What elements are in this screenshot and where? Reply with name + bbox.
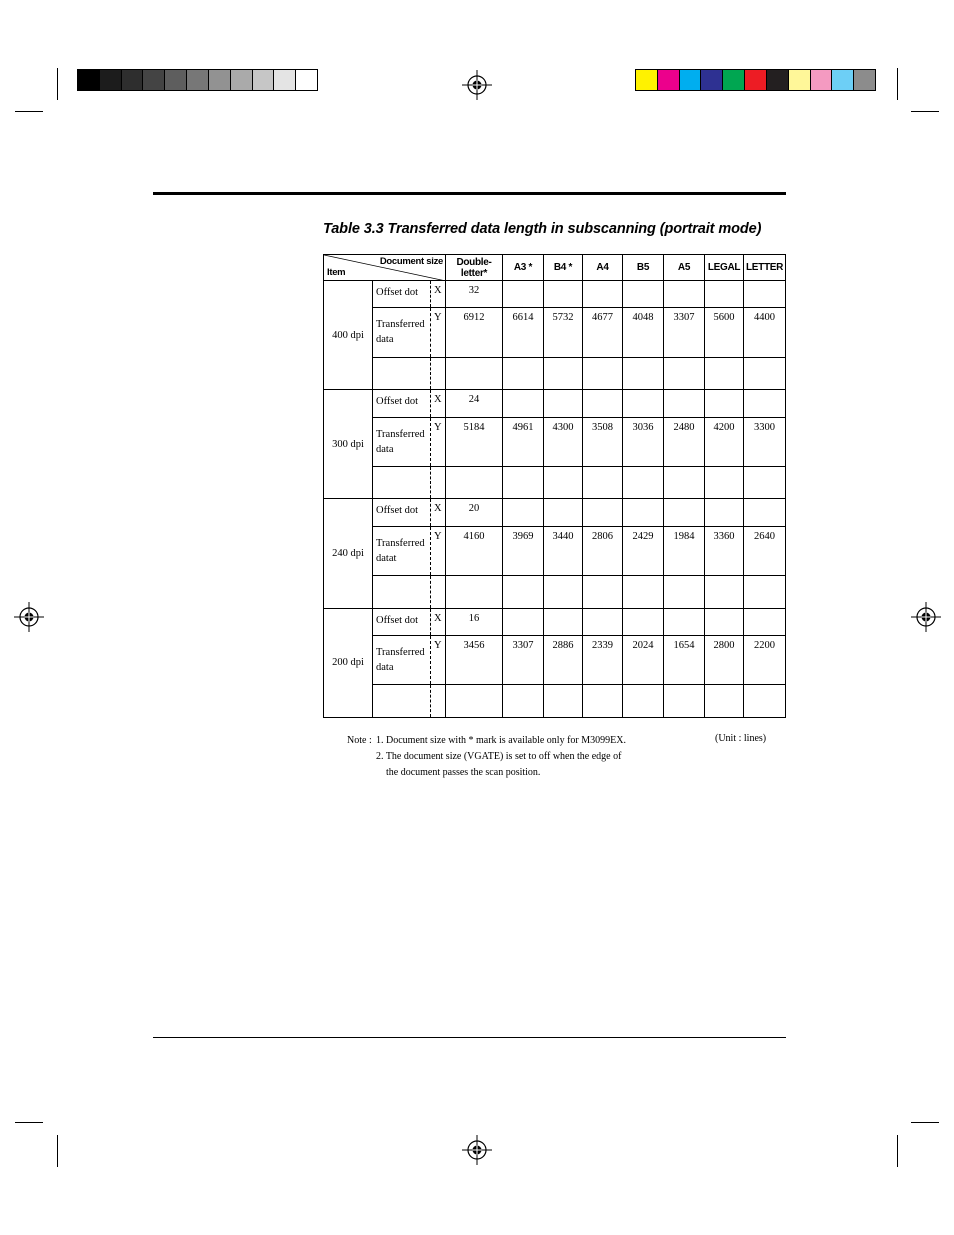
color-swatch	[701, 70, 723, 90]
empty-cell	[744, 466, 786, 499]
data-value: 3307	[664, 308, 705, 357]
registration-mark-icon	[14, 602, 44, 632]
color-swatch	[78, 70, 100, 90]
transferred-row	[324, 526, 786, 575]
data-value: 2024	[623, 636, 664, 685]
axis-x-label: X	[431, 281, 446, 308]
color-swatch	[122, 70, 144, 90]
data-value: 2886	[544, 636, 583, 685]
empty-cell	[373, 685, 431, 718]
empty-cell	[373, 357, 431, 390]
registration-mark-icon	[462, 1135, 492, 1165]
empty-cell	[623, 281, 664, 308]
empty-cell	[623, 466, 664, 499]
empty-cell	[446, 685, 503, 718]
empty-cell	[446, 357, 503, 390]
empty-cell	[705, 685, 744, 718]
empty-cell	[664, 390, 705, 417]
dpi-cell: 200 dpi	[324, 608, 373, 717]
empty-cell	[544, 608, 583, 635]
crop-mark	[57, 68, 58, 100]
data-value: 4961	[503, 417, 544, 466]
empty-cell	[544, 281, 583, 308]
data-value: 6614	[503, 308, 544, 357]
empty-cell	[705, 466, 744, 499]
data-value: 3036	[623, 417, 664, 466]
bottom-rule	[153, 1037, 786, 1038]
empty-cell	[705, 608, 744, 635]
unit-label: (Unit : lines)	[715, 733, 767, 744]
transferred-label-line: data	[376, 334, 394, 346]
diagonal-header-cell	[324, 255, 446, 281]
empty-cell	[744, 281, 786, 308]
color-swatch	[811, 70, 833, 90]
empty-cell	[705, 281, 744, 308]
table-caption: Table 3.3 Transferred data length in subscanning (portrait mode)	[323, 221, 762, 237]
axis-y-label: Y	[431, 636, 446, 685]
dpi-cell: 240 dpi	[324, 499, 373, 608]
offset-row	[324, 390, 786, 417]
empty-cell	[583, 357, 623, 390]
gray-swatch-bar	[77, 69, 318, 91]
top-rule	[153, 192, 786, 195]
transferred-label	[373, 526, 431, 575]
empty-cell	[544, 466, 583, 499]
empty-cell	[623, 499, 664, 526]
axis-y-label: Y	[431, 308, 446, 357]
empty-cell	[503, 685, 544, 718]
empty-cell	[544, 499, 583, 526]
empty-cell	[664, 499, 705, 526]
offset-label: Offset dot	[373, 608, 431, 635]
data-value: 3440	[544, 526, 583, 575]
column-header: LEGAL	[705, 255, 744, 281]
data-value: 2200	[744, 636, 786, 685]
empty-cell	[431, 466, 446, 499]
empty-cell	[744, 685, 786, 718]
empty-cell	[583, 576, 623, 609]
axis-x-label: X	[431, 608, 446, 635]
data-value: 3360	[705, 526, 744, 575]
color-swatch	[296, 70, 317, 90]
offset-row	[324, 281, 786, 308]
color-swatch	[143, 70, 165, 90]
crop-mark	[15, 1122, 43, 1123]
empty-cell	[583, 281, 623, 308]
color-swatch	[789, 70, 811, 90]
column-header: Double-letter*	[446, 255, 503, 281]
axis-x-label: X	[431, 499, 446, 526]
data-value: 3456	[446, 636, 503, 685]
registration-mark-icon	[911, 602, 941, 632]
data-value: 4048	[623, 308, 664, 357]
transferred-label-line: Transferred	[376, 319, 425, 331]
empty-cell	[583, 466, 623, 499]
axis-y-label: Y	[431, 526, 446, 575]
data-value: 3307	[503, 636, 544, 685]
transferred-label-line: datat	[376, 552, 397, 564]
offset-row	[324, 608, 786, 635]
note-line-1: 1. Document size with * mark is available only for M3099EX.	[376, 735, 626, 746]
color-swatch	[636, 70, 658, 90]
crop-mark	[911, 1122, 939, 1123]
empty-cell	[744, 357, 786, 390]
empty-cell	[744, 608, 786, 635]
data-value: 6912	[446, 308, 503, 357]
color-swatch	[274, 70, 296, 90]
empty-cell	[373, 576, 431, 609]
blank-row	[324, 685, 786, 718]
offset-label: Offset dot	[373, 281, 431, 308]
color-swatch	[854, 70, 875, 90]
empty-cell	[544, 390, 583, 417]
empty-cell	[373, 466, 431, 499]
empty-cell	[583, 390, 623, 417]
data-value: 1654	[664, 636, 705, 685]
blank-row	[324, 576, 786, 609]
column-header: LETTER	[744, 255, 786, 281]
transferred-label	[373, 636, 431, 685]
empty-cell	[544, 357, 583, 390]
transferred-label	[373, 417, 431, 466]
empty-cell	[503, 390, 544, 417]
empty-cell	[705, 576, 744, 609]
data-value: 3969	[503, 526, 544, 575]
column-header: B4 *	[544, 255, 583, 281]
note-line-3: the document passes the scan position.	[386, 767, 541, 778]
empty-cell	[503, 466, 544, 499]
column-header: A3 *	[503, 255, 544, 281]
empty-cell	[583, 685, 623, 718]
item-label: Item	[327, 267, 346, 278]
empty-cell	[544, 685, 583, 718]
empty-cell	[623, 390, 664, 417]
data-value: 2640	[744, 526, 786, 575]
color-swatch	[209, 70, 231, 90]
empty-cell	[744, 390, 786, 417]
empty-cell	[705, 499, 744, 526]
empty-cell	[744, 499, 786, 526]
empty-cell	[664, 466, 705, 499]
data-value: 5600	[705, 308, 744, 357]
empty-cell	[544, 576, 583, 609]
empty-cell	[705, 357, 744, 390]
color-swatch-bar	[635, 69, 876, 91]
empty-cell	[705, 390, 744, 417]
empty-cell	[503, 608, 544, 635]
color-swatch	[253, 70, 275, 90]
transferred-row	[324, 308, 786, 357]
transferred-row	[324, 417, 786, 466]
data-value: 2800	[705, 636, 744, 685]
color-swatch	[723, 70, 745, 90]
data-value: 4400	[744, 308, 786, 357]
data-value: 1984	[664, 526, 705, 575]
transferred-label-line: Transferred	[376, 537, 425, 549]
empty-cell	[664, 281, 705, 308]
data-table	[323, 254, 786, 718]
data-value: 2339	[583, 636, 623, 685]
data-value: 5184	[446, 417, 503, 466]
transferred-label-line: Transferred	[376, 428, 425, 440]
blank-row	[324, 466, 786, 499]
empty-cell	[503, 576, 544, 609]
offset-value: 24	[446, 390, 503, 417]
offset-value: 32	[446, 281, 503, 308]
header-row	[324, 255, 786, 281]
empty-cell	[744, 576, 786, 609]
column-header: A4	[583, 255, 623, 281]
column-header: A5	[664, 255, 705, 281]
data-value: 3508	[583, 417, 623, 466]
blank-row	[324, 357, 786, 390]
crop-mark	[897, 1135, 898, 1167]
transferred-row	[324, 636, 786, 685]
data-value: 4200	[705, 417, 744, 466]
axis-x-label: X	[431, 390, 446, 417]
empty-cell	[623, 357, 664, 390]
axis-y-label: Y	[431, 417, 446, 466]
transferred-label-line: data	[376, 662, 394, 674]
color-swatch	[832, 70, 854, 90]
empty-cell	[583, 608, 623, 635]
data-value: 4160	[446, 526, 503, 575]
transferred-label-line: data	[376, 443, 394, 455]
document-size-label: Document size	[379, 256, 444, 267]
crop-mark	[15, 111, 43, 112]
crop-mark	[897, 68, 898, 100]
empty-cell	[431, 685, 446, 718]
transferred-label	[373, 308, 431, 357]
empty-cell	[623, 608, 664, 635]
empty-cell	[664, 357, 705, 390]
empty-cell	[664, 608, 705, 635]
empty-cell	[503, 281, 544, 308]
empty-cell	[446, 466, 503, 499]
column-header: B5	[623, 255, 664, 281]
crop-mark	[57, 1135, 58, 1167]
color-swatch	[187, 70, 209, 90]
color-swatch	[680, 70, 702, 90]
registration-mark-icon	[462, 70, 492, 100]
empty-cell	[446, 576, 503, 609]
empty-cell	[583, 499, 623, 526]
empty-cell	[431, 576, 446, 609]
data-value: 5732	[544, 308, 583, 357]
offset-label: Offset dot	[373, 499, 431, 526]
data-value: 4677	[583, 308, 623, 357]
data-value: 4300	[544, 417, 583, 466]
color-swatch	[100, 70, 122, 90]
color-swatch	[658, 70, 680, 90]
data-value: 3300	[744, 417, 786, 466]
empty-cell	[623, 576, 664, 609]
dpi-cell: 400 dpi	[324, 281, 373, 390]
offset-row	[324, 499, 786, 526]
empty-cell	[664, 576, 705, 609]
data-value: 2429	[623, 526, 664, 575]
data-value: 2480	[664, 417, 705, 466]
empty-cell	[503, 499, 544, 526]
empty-cell	[503, 357, 544, 390]
empty-cell	[623, 685, 664, 718]
transferred-label-line: Transferred	[376, 647, 425, 659]
note-line-2: 2. The document size (VGATE) is set to off when the edge of	[376, 751, 622, 762]
color-swatch	[767, 70, 789, 90]
color-swatch	[745, 70, 767, 90]
crop-mark	[911, 111, 939, 112]
dpi-cell: 300 dpi	[324, 390, 373, 499]
empty-cell	[431, 357, 446, 390]
empty-cell	[664, 685, 705, 718]
note-prefix: Note :	[347, 735, 372, 746]
data-value: 2806	[583, 526, 623, 575]
color-swatch	[231, 70, 253, 90]
offset-value: 20	[446, 499, 503, 526]
offset-label: Offset dot	[373, 390, 431, 417]
color-swatch	[165, 70, 187, 90]
offset-value: 16	[446, 608, 503, 635]
